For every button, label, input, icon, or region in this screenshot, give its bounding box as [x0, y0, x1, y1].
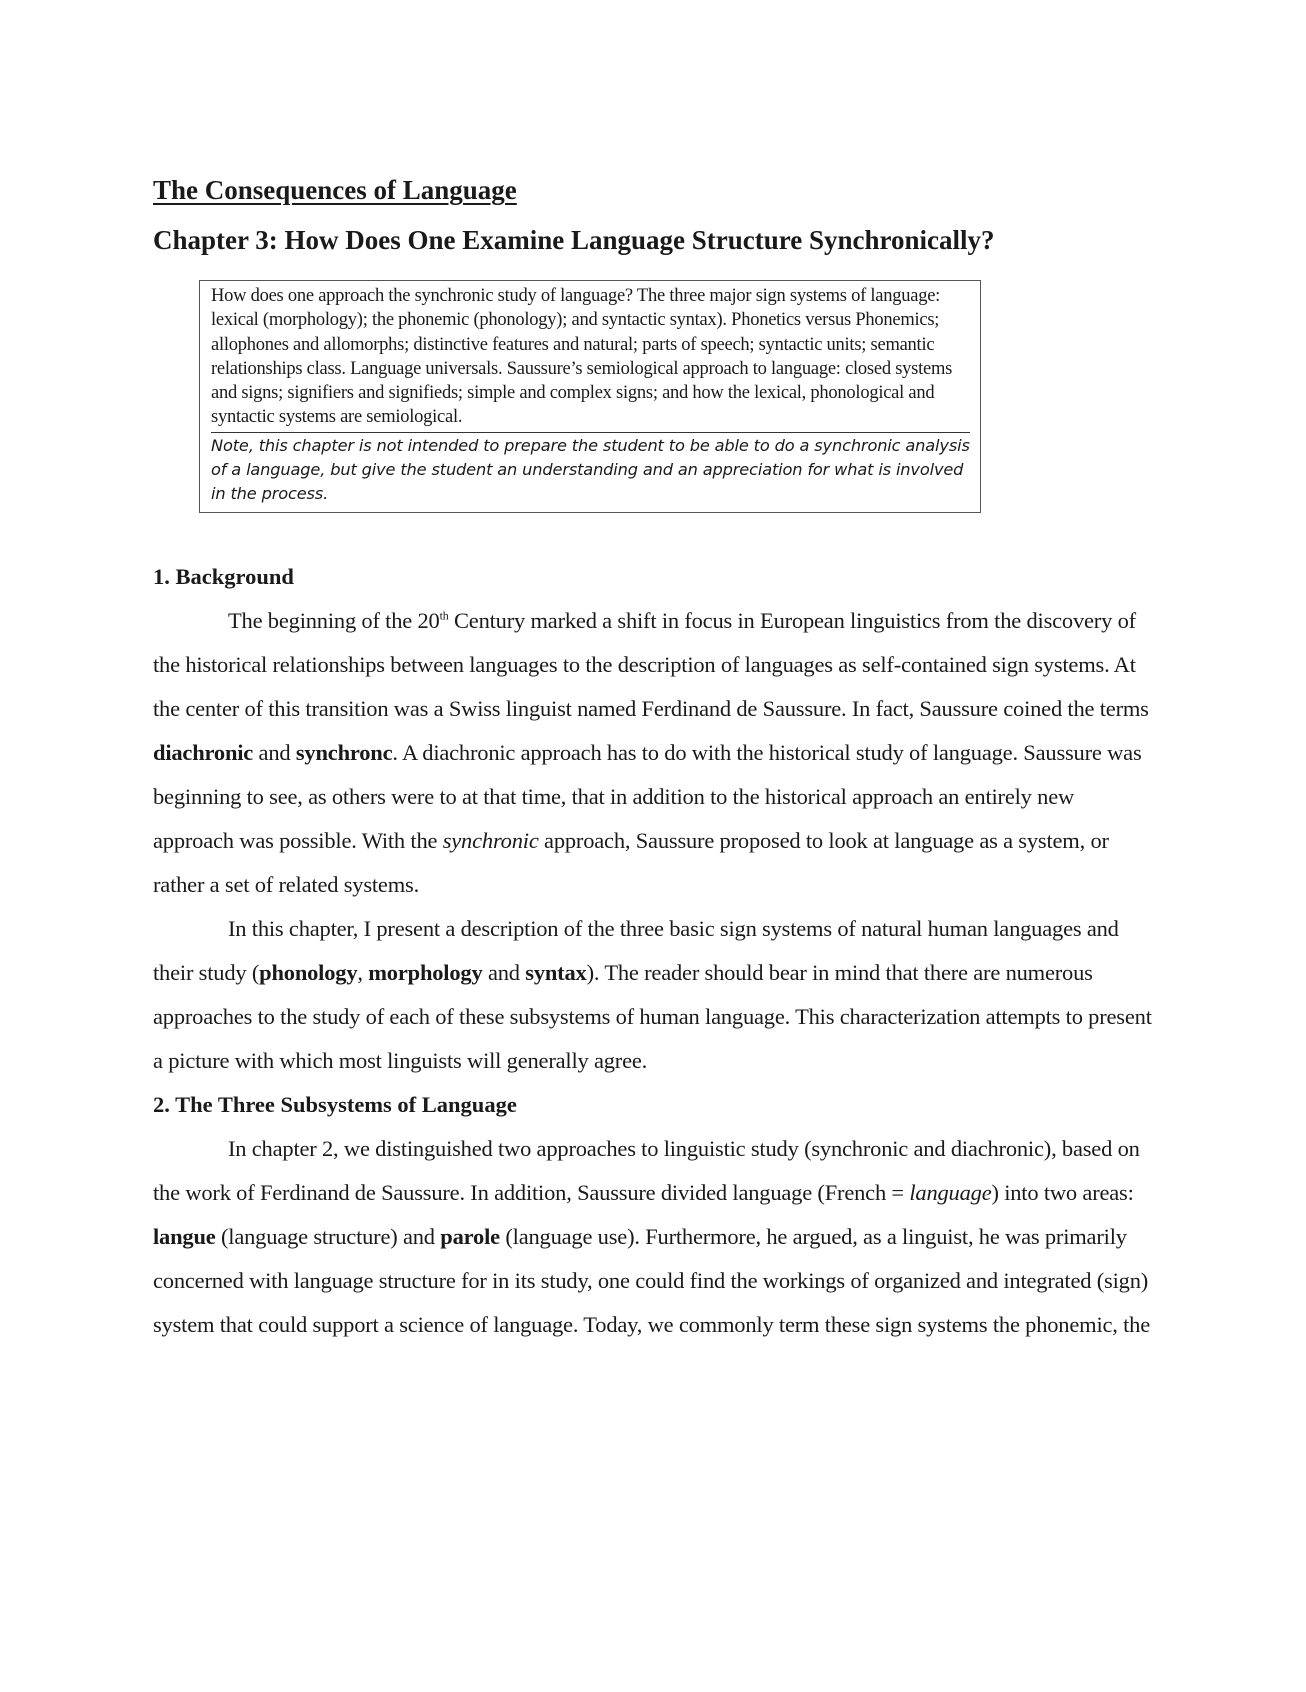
document-page [153, 172, 1153, 1347]
text-run: (language structure) and [215, 1223, 441, 1249]
chapter-summary-note: Note, this chapter is not intended to prepare the student to be able to do a synchronic analysis of a language, but give the student an understanding and an appreciation for what is involved in the process. [211, 435, 970, 504]
subsystems-paragraph-1 [153, 1127, 1153, 1347]
section-heading-background: 1. Background [153, 563, 294, 589]
text-run: approach, Saussure proposed to look at language as a system, or rather a set of related systems. [153, 827, 1109, 897]
text-run: The beginning of the 20 [228, 607, 440, 633]
text-run: ). The reader should bear in mind that there are numerous approaches to the study of each of these subsystems of human language. This characterization attempts to present a picture with which most linguists will generally agree. [153, 959, 1152, 1073]
ordinal-superscript: th [439, 608, 449, 623]
bold-term-diachronic: diachronic [153, 739, 254, 765]
chapter-summary-text: How does one approach the synchronic study of language? The three major sign systems of language: lexical (morphology); the phonemic (phonology); and syntactic syntax). Phonetics versus Phonemics; allophones and allomorphs; distinctive features and natural; parts of speech; syntactic units; semantic relationships class. Language universals. Saussure’s semiological approach to language: closed systems and signs; signifiers and signifieds; simple and complex signs; and how the lexical, phonological and syntactic systems are semiological. [211, 286, 953, 428]
bold-term-syntax: syntax [525, 959, 587, 985]
text-run: (language use). Furthermore, he argued, as a linguist, he was primarily concerned with language structure for in its study, one could find the workings of organized and integrated (sign) system that could support a science of language. Today, we commonly term these sign systems the phonemic, the [153, 1223, 1151, 1337]
background-paragraph-1 [153, 599, 1153, 907]
summary-divider [211, 432, 970, 433]
bold-term-synchronic: synchronc [295, 739, 393, 765]
bold-term-morphology: morphology [368, 959, 483, 985]
chapter-title: Chapter 3: How Does One Examine Language Structure Synchronically? [153, 225, 995, 255]
bold-term-langue: langue [153, 1223, 216, 1249]
text-run: , [357, 959, 369, 985]
book-title: The Consequences of Language [153, 175, 517, 205]
text-run: Century marked a shift in focus in European linguistics from the discovery of the historical relationships between languages to the description of languages as self-contained sign systems. At the center of this transition was a Swiss linguist named Ferdinand de Saussure. In fact, Saussure coined the terms [153, 607, 1149, 721]
text-run: ) into two areas: [991, 1179, 1134, 1205]
section-heading-subsystems: 2. The Three Subsystems of Language [153, 1091, 517, 1117]
text-run: In this chapter, I present a description of the three basic sign systems of natural human languages and their study ( [153, 915, 1119, 985]
bold-term-parole: parole [440, 1223, 500, 1249]
text-run: and [482, 959, 526, 985]
bold-term-phonology: phonology [259, 959, 358, 985]
background-paragraph-2 [153, 907, 1153, 1083]
text-run: In chapter 2, we distinguished two approaches to linguistic study (synchronic and diachronic), based on the work of Ferdinand de Saussure. In addition, Saussure divided language (French = [153, 1135, 1140, 1205]
text-run: . A diachronic approach has to do with the historical study of language. Saussure was beginning to see, as others were to at that time, that in addition to the historical approach an entirely new approach was possible. With the [153, 739, 1142, 853]
chapter-summary-box [199, 280, 981, 513]
text-run: and [253, 739, 296, 765]
italic-term-language: language [909, 1179, 992, 1205]
italic-term-synchronic: synchronic [442, 827, 539, 853]
